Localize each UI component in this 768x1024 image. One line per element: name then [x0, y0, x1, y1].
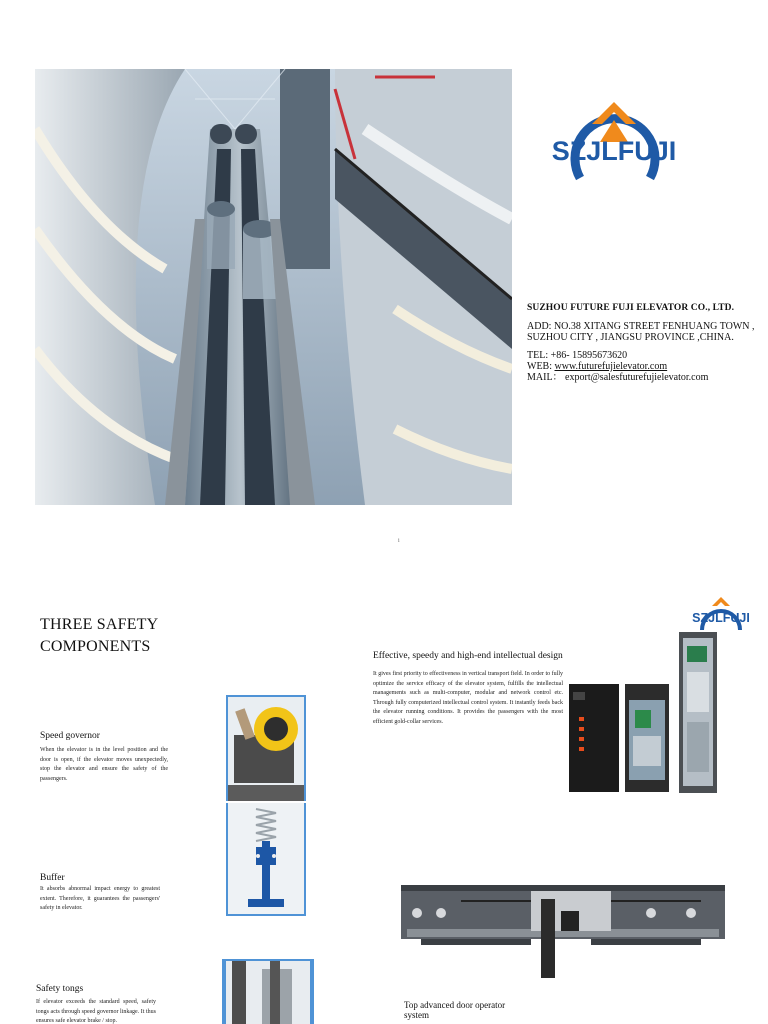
door-operator-image [401, 881, 725, 978]
buffer-image [226, 803, 306, 916]
buffer-text: It absorbs abnormal impact energy to greatest extent. Therefore, it guarantees the passengers' safety in elevator. [40, 886, 160, 911]
section-title-line-2: COMPONENTS [40, 638, 151, 655]
company-logo-small [688, 594, 754, 634]
design-text: It gives first priority to effectiveness in vertical transport field. In order to fully optimize the service efficacy of the elevator system, fulfills the intellectual managements such as multi-computer, modular and network control etc. Through fully computerized intellectual control system. It instantly feeds back the elevator running conditions. It provides the passengers with the most efficient gold-collar services. [373, 671, 563, 725]
company-tel: TEL: +86- 15895673620 [527, 350, 628, 361]
logo-text: SZJLFUJI [551, 136, 677, 166]
company-name: SUZHOU FUTURE FUJI ELEVATOR CO., LTD. [527, 303, 735, 313]
section-title [40, 614, 240, 658]
company-web [527, 361, 757, 372]
logo-text-small: SZJLFUJI [692, 611, 750, 625]
company-logo [540, 98, 688, 194]
company-info [527, 303, 757, 383]
door-operator-caption: Top advanced door operator system [404, 1000, 506, 1020]
speed-governor-image [226, 695, 306, 801]
governor-text: When the elevator is in the level position and the door is open, if the elevator moves unexpectedly, stop the elevator and ensure the safety of the passengers. [40, 747, 168, 782]
governor-heading: Speed governor [40, 731, 100, 741]
web-link[interactable]: www.futurefujielevator.com [554, 361, 668, 372]
hero-photo [35, 69, 512, 505]
design-heading: Effective, speedy and high-end intellectual design [373, 651, 563, 661]
control-cabinets-image [569, 632, 717, 793]
buffer-heading: Buffer [40, 873, 65, 883]
page-marker: i [398, 538, 400, 544]
safety-tongs-image [222, 959, 314, 1024]
tongs-text: If elevator exceeds the standard speed, safety tongs acts through speed governor linkage. It thus ensures safe elevator brake / stop. [36, 999, 156, 1024]
company-mail[interactable]: MAIL： export@salesfuturefujielevator.com [527, 372, 709, 383]
company-address: ADD: NO.38 XITANG STREET FENHUANG TOWN , SUZHOU CITY , JIANGSU PROVINCE ,CHINA. [527, 321, 755, 343]
web-label: WEB: [527, 361, 555, 372]
section-title-line-1: THREE SAFETY [40, 616, 159, 633]
tongs-heading: Safety tongs [36, 984, 84, 994]
